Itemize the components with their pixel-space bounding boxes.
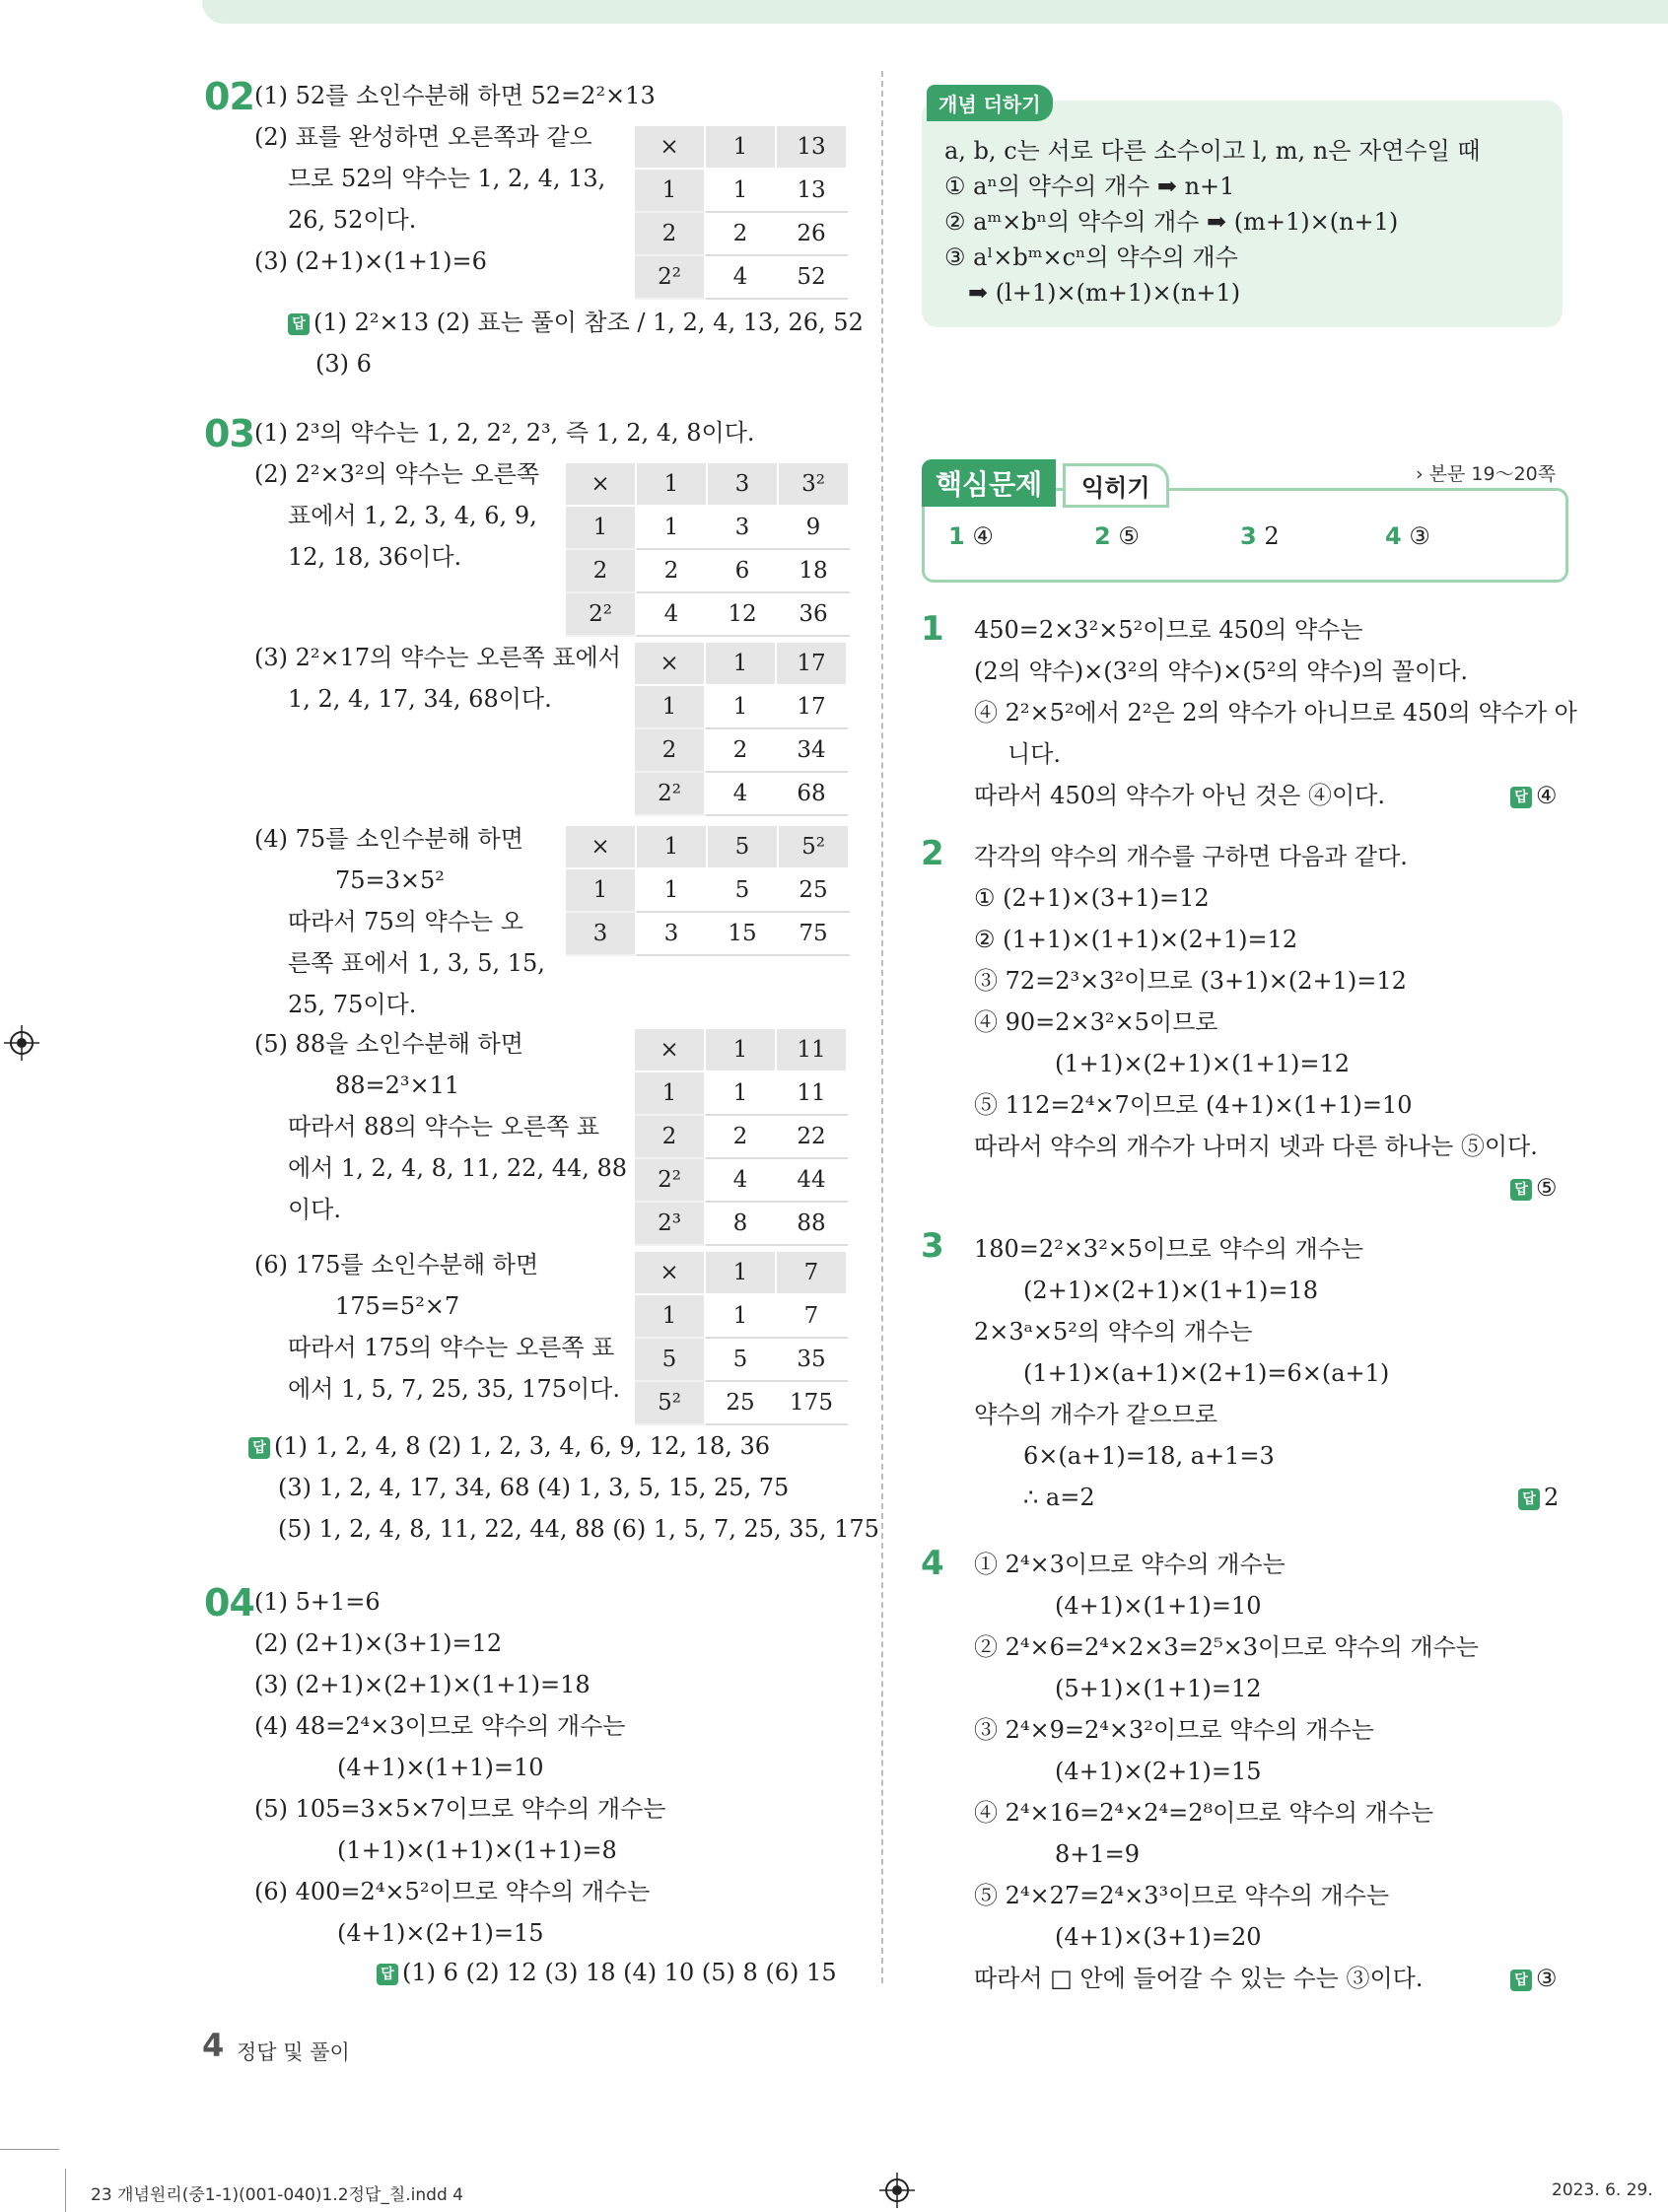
- p04-line-4: (4) 48=2⁴×3이므로 약수의 개수는: [254, 1712, 626, 1740]
- table-cell: 5: [635, 1338, 705, 1381]
- question-number-4: 4: [921, 1544, 944, 1583]
- table-cell: 22: [776, 1115, 847, 1158]
- p02-answer-cont: (3) 6: [315, 350, 372, 378]
- table-cell: 4: [705, 772, 776, 815]
- q4-line-3: ② 2⁴×6=2⁴×2×3=2⁵×3이므로 약수의 개수는: [974, 1633, 1479, 1661]
- table-cell: 12: [707, 592, 778, 636]
- table-cell: 5: [707, 868, 778, 912]
- table-cell: 2: [705, 212, 776, 255]
- table-cell: 15: [707, 912, 778, 955]
- footer-date: 2023. 6. 29.: [1552, 2180, 1653, 2200]
- column-divider: [881, 71, 883, 1983]
- table-cell: 68: [776, 772, 847, 815]
- q1-line-2: (2의 약수)×(3²의 약수)×(5²의 약수)의 꼴이다.: [974, 657, 1468, 685]
- table-cell: 88: [776, 1202, 847, 1245]
- table-cell: ×: [635, 126, 705, 169]
- concept-line-4: ③ aˡ×bᵐ×cⁿ의 약수의 개수: [944, 243, 1238, 271]
- table-cell: 5: [707, 826, 778, 868]
- q4-line-4: (5+1)×(1+1)=12: [1055, 1675, 1262, 1702]
- table-cell: 1: [705, 643, 776, 685]
- table-cell: 1: [705, 1252, 776, 1294]
- table-cell: 4: [705, 255, 776, 299]
- table-cell: 1: [636, 868, 707, 912]
- table-cell: 1: [705, 685, 776, 728]
- p02-line-5: (3) (2+1)×(1+1)=6: [254, 247, 487, 275]
- table-cell: 5²: [778, 826, 849, 868]
- table-cell: 2: [635, 728, 705, 772]
- p03-4-line-1: (4) 75를 소인수분해 하면: [254, 825, 523, 853]
- p03-3-line-1: (3) 2²×17의 약수는 오른쪽 표에서: [254, 644, 621, 671]
- table-cell: 5²: [635, 1381, 705, 1424]
- q2-line-3: ② (1+1)×(1+1)×(2+1)=12: [974, 926, 1298, 953]
- table-cell: 17: [776, 685, 847, 728]
- q3-line-5: 약수의 개수가 같으므로: [974, 1401, 1218, 1428]
- q3-line-7: ∴ a=2: [1023, 1484, 1095, 1511]
- answer-icon: 답: [248, 1437, 270, 1459]
- table-cell: 7: [776, 1294, 847, 1338]
- q4-line-9: ⑤ 2⁴×27=2⁴×3³이므로 약수의 개수는: [974, 1882, 1390, 1909]
- p03-6-line-2: 175=5²×7: [335, 1292, 460, 1320]
- table-cell: 2²: [635, 1158, 705, 1202]
- p04-answer: 답 (1) 6 (2) 12 (3) 18 (4) 10 (5) 8 (6) 15: [377, 1956, 837, 1989]
- p03-4-line-3: 따라서 75의 약수는 오: [288, 908, 523, 935]
- p03-3-divisor-table: [635, 643, 848, 816]
- p03-answer-1: 답 (1) 1, 2, 4, 8 (2) 1, 2, 3, 4, 6, 9, 12, 18, 36: [248, 1429, 770, 1463]
- q2-answer: 답 ⑤: [1510, 1171, 1558, 1205]
- problem-number-04: 04: [204, 1581, 254, 1624]
- table-cell: ×: [566, 463, 636, 506]
- q2-line-5: ④ 90=2×3²×5이므로: [974, 1008, 1218, 1036]
- p03-2-divisor-table: [566, 463, 850, 637]
- table-cell: 44: [776, 1158, 847, 1202]
- core-answer-4: 4 ③: [1385, 522, 1430, 550]
- answer-icon: 답: [1518, 1488, 1540, 1510]
- q2-line-2: ① (2+1)×(3+1)=12: [974, 884, 1210, 912]
- q4-line-5: ③ 2⁴×9=2⁴×3²이므로 약수의 개수는: [974, 1716, 1374, 1744]
- q1-line-1: 450=2×3²×5²이므로 450의 약수는: [974, 616, 1363, 644]
- table-cell: 2: [635, 1115, 705, 1158]
- concept-line-3: ② aᵐ×bⁿ의 약수의 개수 ➡ (m+1)×(n+1): [944, 208, 1399, 236]
- q4-line-8: 8+1=9: [1055, 1840, 1141, 1868]
- p03-6-line-1: (6) 175를 소인수분해 하면: [254, 1251, 539, 1279]
- table-cell: 8: [705, 1202, 776, 1245]
- table-cell: 1: [705, 126, 776, 169]
- table-cell: 18: [778, 549, 849, 592]
- p03-5-line-2: 88=2³×11: [335, 1071, 460, 1099]
- q4-line-11: 따라서 □ 안에 들어갈 수 있는 수는 ③이다.: [974, 1965, 1424, 1992]
- table-cell: 3²: [778, 463, 849, 506]
- q3-line-4: (1+1)×(a+1)×(2+1)=6×(a+1): [1023, 1359, 1390, 1387]
- table-cell: 52: [776, 255, 847, 299]
- table-cell: 13: [776, 169, 847, 212]
- q4-line-1: ① 2⁴×3이므로 약수의 개수는: [974, 1551, 1286, 1578]
- table-cell: 3: [566, 912, 636, 955]
- concept-line-5: ➡ (l+1)×(m+1)×(n+1): [968, 279, 1241, 307]
- table-cell: 2: [635, 212, 705, 255]
- q1-line-5: 따라서 450의 약수가 아닌 것은 ④이다.: [974, 782, 1385, 809]
- core-title: 핵심문제: [922, 459, 1056, 507]
- q4-line-10: (4+1)×(3+1)=20: [1055, 1923, 1262, 1951]
- p04-line-3: (3) (2+1)×(2+1)×(1+1)=18: [254, 1671, 591, 1698]
- p03-6-divisor-table: [635, 1252, 848, 1425]
- p04-line-5: (4+1)×(1+1)=10: [337, 1754, 544, 1781]
- table-cell: 1: [705, 1029, 776, 1071]
- table-cell: 75: [778, 912, 849, 955]
- problem-number-02: 02: [204, 75, 254, 118]
- q1-line-4: 니다.: [1008, 740, 1061, 768]
- table-cell: 25: [778, 868, 849, 912]
- q3-line-3: 2×3ᵃ×5²의 약수의 개수는: [974, 1318, 1253, 1346]
- p03-answer-3: (5) 1, 2, 4, 8, 11, 22, 44, 88 (6) 1, 5, 7, 25, 35, 175: [278, 1515, 879, 1543]
- answer-icon: 답: [1510, 787, 1532, 808]
- problem-number-03: 03: [204, 412, 254, 455]
- table-cell: 1: [635, 1071, 705, 1115]
- p04-line-1: (1) 5+1=6: [254, 1588, 381, 1616]
- table-cell: 1: [636, 506, 707, 549]
- p03-4-line-5: 25, 75이다.: [288, 991, 417, 1018]
- p02-line-1: (1) 52를 소인수분해 하면 52=2²×13: [254, 82, 656, 109]
- core-answer-1: 1 ④: [948, 522, 994, 550]
- table-cell: 1: [705, 1071, 776, 1115]
- table-cell: 2: [705, 728, 776, 772]
- p03-4-line-2: 75=3×5²: [335, 866, 445, 894]
- p04-line-8: (6) 400=2⁴×5²이므로 약수의 개수는: [254, 1878, 651, 1905]
- answer-icon: 답: [1510, 1179, 1532, 1201]
- p02-line-2: (2) 표를 완성하면 오른쪽과 같으: [254, 123, 592, 151]
- table-cell: ×: [566, 826, 636, 868]
- question-number-1: 1: [921, 609, 944, 649]
- table-cell: 1: [635, 685, 705, 728]
- core-subtitle: 익히기: [1063, 463, 1169, 508]
- table-cell: 3: [707, 463, 778, 506]
- p03-5-line-3: 따라서 88의 약수는 오른쪽 표: [288, 1113, 600, 1141]
- q2-line-4: ③ 72=2³×3²이므로 (3+1)×(2+1)=12: [974, 967, 1407, 995]
- q2-line-7: ⑤ 112=2⁴×7이므로 (4+1)×(1+1)=10: [974, 1091, 1413, 1119]
- table-cell: 2³: [635, 1202, 705, 1245]
- q1-answer: 답 ④: [1510, 779, 1558, 812]
- p03-3-line-2: 1, 2, 4, 17, 34, 68이다.: [288, 685, 552, 713]
- top-banner: [202, 0, 1668, 24]
- concept-tag: 개념 더하기: [927, 85, 1053, 121]
- p02-answer: 답 (1) 2²×13 (2) 표는 풀이 참조 / 1, 2, 4, 13, 26, 52: [288, 306, 864, 339]
- q3-line-2: (2+1)×(2+1)×(1+1)=18: [1023, 1277, 1318, 1304]
- table-cell: 11: [776, 1071, 847, 1115]
- table-cell: 1: [566, 506, 636, 549]
- p03-4-line-4: 른쪽 표에서 1, 3, 5, 15,: [288, 949, 545, 977]
- concept-line-2: ① aⁿ의 약수의 개수 ➡ n+1: [944, 173, 1235, 200]
- table-cell: 2²: [566, 592, 636, 636]
- p04-line-2: (2) (2+1)×(3+1)=12: [254, 1629, 503, 1657]
- q3-line-6: 6×(a+1)=18, a+1=3: [1023, 1442, 1275, 1470]
- table-cell: 2²: [635, 772, 705, 815]
- p03-line-1: (1) 2³의 약수는 1, 2, 2², 2³, 즉 1, 2, 4, 8이다.: [254, 419, 755, 447]
- table-cell: 1: [705, 1294, 776, 1338]
- registration-mark-icon: [879, 2173, 915, 2208]
- table-cell: 1: [635, 1294, 705, 1338]
- q2-line-8: 따라서 약수의 개수가 나머지 넷과 다른 하나는 ⑤이다.: [974, 1133, 1538, 1160]
- table-cell: 2²: [635, 255, 705, 299]
- p02-line-4: 26, 52이다.: [288, 206, 417, 234]
- table-cell: 34: [776, 728, 847, 772]
- table-cell: 2: [636, 549, 707, 592]
- registration-mark-icon: [4, 1025, 39, 1061]
- p03-2-line-3: 12, 18, 36이다.: [288, 543, 462, 571]
- p02-line-3: 므로 52의 약수는 1, 2, 4, 13,: [288, 165, 606, 192]
- p03-5-divisor-table: [635, 1029, 848, 1246]
- p04-line-6: (5) 105=3×5×7이므로 약수의 개수는: [254, 1795, 666, 1823]
- crop-mark: [65, 2169, 66, 2212]
- table-cell: 3: [636, 912, 707, 955]
- answer-icon: 답: [288, 313, 310, 335]
- table-cell: 1: [636, 463, 707, 506]
- crop-mark: [0, 2149, 59, 2150]
- table-cell: 3: [707, 506, 778, 549]
- table-cell: ×: [635, 1252, 705, 1294]
- table-cell: 1: [636, 826, 707, 868]
- table-cell: 35: [776, 1338, 847, 1381]
- table-cell: 5: [705, 1338, 776, 1381]
- page-number: 4: [202, 2027, 225, 2064]
- q4-line-7: ④ 2⁴×16=2⁴×2⁴=2⁸이므로 약수의 개수는: [974, 1799, 1434, 1827]
- p03-5-line-5: 이다.: [288, 1196, 341, 1223]
- table-cell: 7: [776, 1252, 847, 1294]
- textbook-reference: › 본문 19～20쪽: [1416, 463, 1557, 485]
- p04-line-9: (4+1)×(2+1)=15: [337, 1919, 544, 1947]
- table-cell: 26: [776, 212, 847, 255]
- q4-line-6: (4+1)×(2+1)=15: [1055, 1758, 1262, 1785]
- table-cell: 4: [636, 592, 707, 636]
- core-answer-2: 2 ⑤: [1094, 522, 1140, 550]
- table-cell: 2: [705, 1115, 776, 1158]
- p02-divisor-table: [635, 126, 848, 300]
- q3-line-1: 180=2²×3²×5이므로 약수의 개수는: [974, 1235, 1364, 1263]
- p03-2-line-2: 표에서 1, 2, 3, 4, 6, 9,: [288, 502, 537, 529]
- p04-line-7: (1+1)×(1+1)×(1+1)=8: [337, 1836, 617, 1864]
- p03-4-divisor-table: [566, 826, 850, 956]
- p03-5-line-1: (5) 88을 소인수분해 하면: [254, 1030, 523, 1058]
- table-cell: 13: [776, 126, 847, 169]
- table-cell: ×: [635, 643, 705, 685]
- core-answer-3: 3 2: [1240, 522, 1280, 550]
- p03-6-line-3: 따라서 175의 약수는 오른쪽 표: [288, 1334, 615, 1361]
- table-cell: 6: [707, 549, 778, 592]
- q4-answer: 답 ③: [1510, 1962, 1558, 1995]
- table-cell: 36: [778, 592, 849, 636]
- table-cell: 1: [566, 868, 636, 912]
- q1-line-3: ④ 2²×5²에서 2²은 2의 약수가 아니므로 450의 약수가 아: [974, 699, 1577, 726]
- table-cell: 1: [635, 169, 705, 212]
- table-cell: 17: [776, 643, 847, 685]
- table-cell: 175: [776, 1381, 847, 1424]
- section-title: 정답 및 풀이: [237, 2040, 350, 2064]
- q4-line-2: (4+1)×(1+1)=10: [1055, 1592, 1262, 1620]
- table-cell: 1: [705, 169, 776, 212]
- p03-answer-2: (3) 1, 2, 4, 17, 34, 68 (4) 1, 3, 5, 15, 25, 75: [278, 1474, 790, 1501]
- p03-5-line-4: 에서 1, 2, 4, 8, 11, 22, 44, 88: [288, 1154, 628, 1182]
- table-cell: 11: [776, 1029, 847, 1071]
- table-cell: 4: [705, 1158, 776, 1202]
- p03-2-line-1: (2) 2²×3²의 약수는 오른쪽: [254, 460, 540, 488]
- answer-icon: 답: [377, 1964, 398, 1985]
- table-cell: ×: [635, 1029, 705, 1071]
- p03-6-line-4: 에서 1, 5, 7, 25, 35, 175이다.: [288, 1375, 620, 1403]
- table-cell: 25: [705, 1381, 776, 1424]
- table-cell: 9: [778, 506, 849, 549]
- answer-icon: 답: [1510, 1970, 1532, 1991]
- q2-line-1: 각각의 약수의 개수를 구하면 다음과 같다.: [974, 843, 1408, 870]
- q2-line-6: (1+1)×(2+1)×(1+1)=12: [1055, 1050, 1350, 1077]
- concept-line-1: a, b, c는 서로 다른 소수이고 l, m, n은 자연수일 때: [944, 137, 1481, 165]
- q3-answer: 답 2: [1518, 1481, 1559, 1514]
- footer-file-name: 23 개념원리(중1-1)(001-040)1.2정답_칠.indd 4: [91, 2185, 463, 2205]
- table-cell: 2: [566, 549, 636, 592]
- question-number-3: 3: [921, 1226, 944, 1266]
- question-number-2: 2: [921, 834, 944, 873]
